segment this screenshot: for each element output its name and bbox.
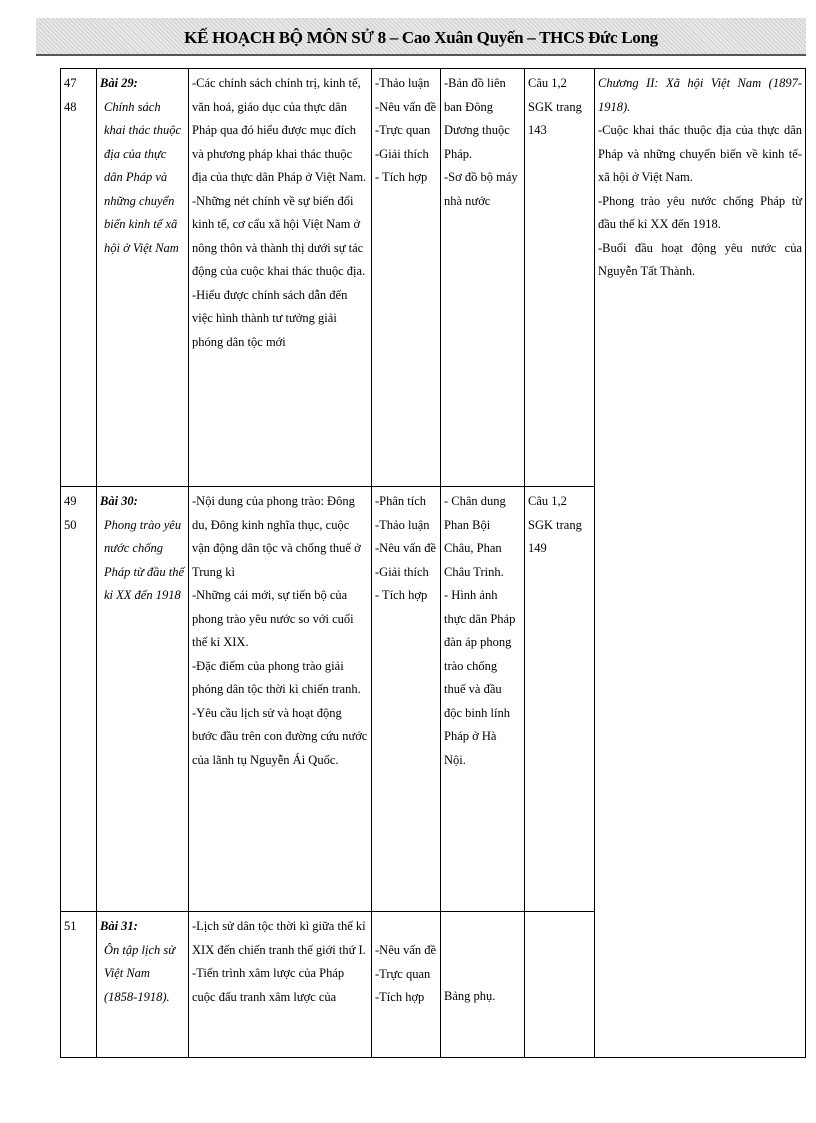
material-item: - Hình ảnh thực dân Pháp đàn áp phong trào chống thuế và đầu độc binh lính Pháp ở Hà Nội.	[444, 588, 516, 767]
content-item: -Nội dung của phong trào: Đông du, Đông kinh nghĩa thục, cuộc vận động dân tộc và chống thuế ở Trung kì	[192, 494, 361, 579]
lesson-cell	[97, 487, 189, 912]
period-number: 50	[64, 517, 77, 532]
lesson-label: Bài 30:	[100, 494, 138, 508]
content-item: -Hiểu được chính sách dẫn đến việc hình thành tư tưởng giải phóng dân tộc mới	[192, 287, 348, 349]
method-item: -Thảo luận	[375, 517, 430, 532]
content-cell	[189, 487, 372, 912]
period-number: 47	[64, 76, 77, 90]
content-item: -Tiến trình xâm lược của Pháp cuộc đấu tranh xâm lược của	[192, 966, 345, 1004]
material-item: -Sơ đồ bộ máy nhà nước	[444, 170, 518, 208]
page-header	[36, 18, 806, 56]
period-number: 48	[64, 99, 77, 114]
materials-cell	[441, 487, 525, 912]
exercises-cell	[525, 487, 595, 912]
methods-cell	[372, 69, 441, 487]
content-cell	[189, 912, 372, 1058]
content-item: -Những cái mới, sự tiến bộ của phong trào yêu nước so với cuối thế kỉ XIX.	[192, 588, 354, 649]
lesson-plan-table	[60, 68, 806, 1058]
lesson-name: Chính sách khai thác thuộc địa của thực dân Pháp và những chuyển biến kinh tế xã hội ở Việt Nam	[104, 99, 182, 255]
period-cell	[61, 912, 97, 1058]
chapter-title: Chương II: Xã hội Việt Nam (1897-1918).	[598, 76, 802, 114]
material-item: - Chân dung Phan Bội Châu, Phan Châu Trinh.	[444, 494, 506, 579]
method-item: - Tích hợp	[375, 170, 428, 184]
method-item: -Tích hợp	[375, 990, 425, 1004]
material-item: Bảng phụ.	[444, 989, 496, 1003]
page-title: KẾ HOẠCH BỘ MÔN SỬ 8 – Cao Xuân Quyến – THCS Đức Long	[184, 28, 658, 47]
lesson-cell	[97, 912, 189, 1058]
materials-cell	[441, 912, 525, 1058]
exercises-cell	[525, 912, 595, 1058]
method-item: -Giải thích	[375, 564, 429, 579]
chapter-item: -Buổi đầu hoạt động yêu nước của Nguyễn Tất Thành.	[598, 240, 802, 278]
chapter-cell	[595, 69, 806, 1058]
content-item: -Những nét chính về sự biến đổi kinh tế, cơ cấu xã hội Việt Nam ở nông thôn và thành thị dưới sự tác động của cuộc khai thác thuộc địa.	[192, 193, 366, 278]
materials-cell	[441, 69, 525, 487]
period-number: 49	[64, 494, 77, 508]
content-item: -Các chính sách chính trị, kinh tế, văn hoá, giáo dục của thực dân Pháp qua đó hiểu được mục đích và phương pháp khai thác thuộc địa của thực dân Pháp ở Việt Nam.	[192, 76, 367, 184]
chapter-item: -Cuộc khai thác thuộc địa của thực dân Pháp và những chuyển biến về kinh tế-xã hội ở Việt Nam.	[598, 123, 802, 184]
methods-cell	[372, 487, 441, 912]
exercises-cell	[525, 69, 595, 487]
method-item: -Trực quan	[375, 123, 431, 137]
lesson-cell	[97, 69, 189, 487]
lesson-name: Ôn tập lịch sử Việt Nam (1858-1918).	[104, 942, 176, 1004]
exercise-ref: Câu 1,2 SGK trang 143	[528, 76, 582, 137]
method-item: -Nêu vấn đề	[375, 541, 437, 555]
content-item: -Lịch sử dân tộc thời kì giữa thế kỉ XIX đến chiến tranh thế giới thứ I.	[192, 919, 366, 957]
period-cell	[61, 69, 97, 487]
period-cell	[61, 487, 97, 912]
lesson-label: Bài 29:	[100, 76, 138, 90]
chapter-item: -Phong trào yêu nước chống Pháp từ đầu thế kỉ XX đến 1918.	[598, 193, 802, 231]
content-cell	[189, 69, 372, 487]
method-item: -Thảo luận	[375, 76, 430, 90]
method-item: -Phân tích	[375, 494, 427, 508]
material-item: -Bản đồ liên ban Đông Dương thuộc Pháp.	[444, 76, 510, 161]
content-item: -Yêu cầu lịch sử và hoạt động bước đầu trên con đường cứu nước của lãnh tụ Nguyễn Ái Quốc.	[192, 705, 368, 767]
method-item: -Trực quan	[375, 966, 431, 981]
table-row	[61, 69, 806, 487]
content-item: -Đặc điểm của phong trào giải phóng dân tộc thời kì chiến tranh.	[192, 658, 361, 696]
method-item: -Nêu vấn đề	[375, 99, 437, 114]
method-item: - Tích hợp	[375, 588, 428, 602]
period-number: 51	[64, 919, 77, 933]
method-item: -Giải thích	[375, 146, 429, 161]
exercise-ref: Câu 1,2 SGK trang 149	[528, 494, 582, 555]
lesson-label: Bài 31:	[100, 919, 138, 933]
methods-cell	[372, 912, 441, 1058]
method-item: -Nêu vấn đề	[375, 943, 437, 957]
lesson-name: Phong trào yêu nước chống Pháp từ đầu thế kỉ XX đến 1918	[104, 517, 185, 602]
